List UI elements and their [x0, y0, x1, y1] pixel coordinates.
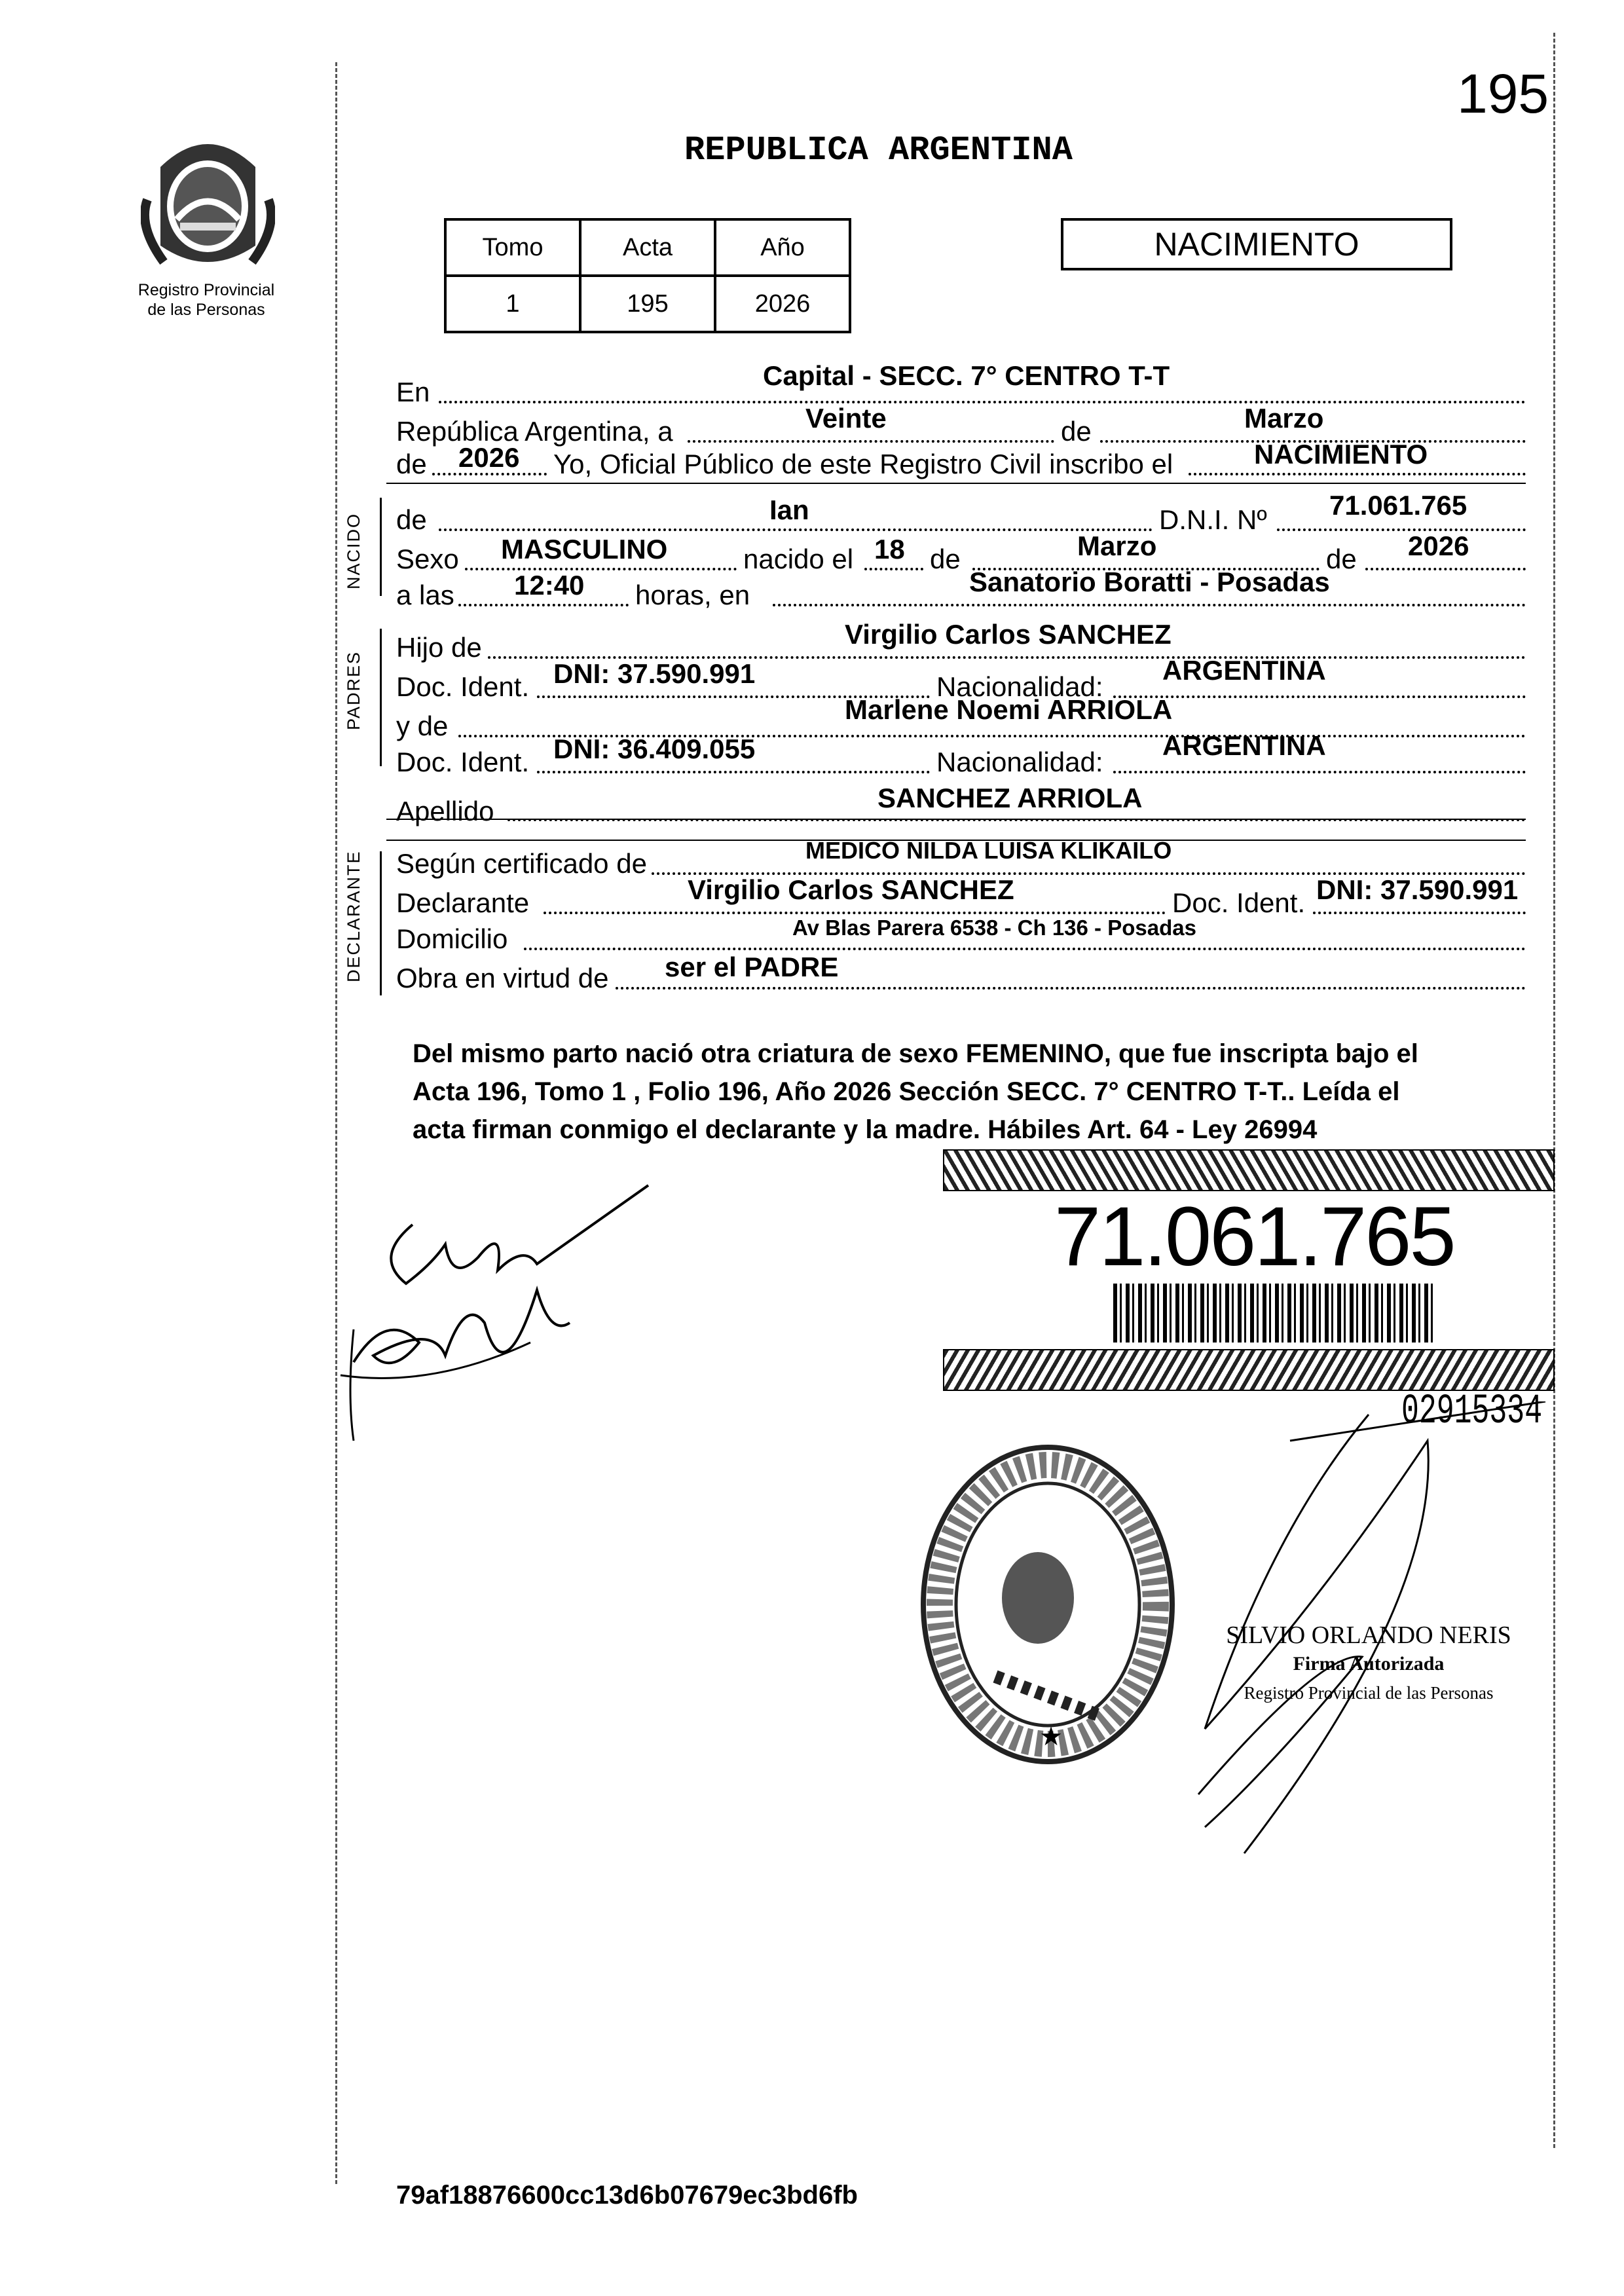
page-title: REPUBLICA ARGENTINA — [684, 131, 1073, 170]
inscribo-line — [1189, 473, 1526, 475]
side-label-nacido: NACIDO — [344, 512, 363, 589]
de5-label: de — [1326, 544, 1357, 574]
obra-label: Obra en virtud de — [396, 963, 609, 993]
segun-label: Según certificado de — [396, 848, 647, 879]
hora-line — [458, 604, 629, 606]
record-table-row — [445, 276, 850, 332]
authority-office: Registro Provincial de las Personas — [1244, 1683, 1494, 1703]
security-label — [943, 1149, 1552, 1392]
lugar-value: Sanatorio Boratti - Posadas — [969, 566, 1330, 597]
logo-caption — [118, 280, 295, 320]
dni-label: D.N.I. Nº — [1159, 504, 1267, 535]
de4-label: de — [930, 544, 961, 574]
nacido-label: nacido el — [743, 544, 854, 574]
notes-line-1: Del mismo parto nació otra criatura de sexo FEMENINO, que fue inscripta bajo el — [413, 1039, 1418, 1068]
nac-dia-value: 18 — [874, 534, 905, 565]
stamp-seal-icon — [917, 1441, 1179, 1768]
dia-line — [688, 440, 1054, 443]
table-cell-anio: 2026 — [715, 276, 850, 332]
nac2-label: Nacionalidad: — [936, 747, 1103, 777]
nac1-value: ARGENTINA — [1162, 655, 1326, 686]
table-header-acta: Acta — [580, 219, 715, 276]
nac2-line — [1113, 771, 1526, 773]
en-value: Capital - SECC. 7° CENTRO T-T — [763, 360, 1170, 391]
record-table-header — [445, 219, 850, 276]
nac-mes-value: Marzo — [1077, 530, 1157, 561]
page-number: 195 — [1457, 63, 1549, 124]
yde-label: y de — [396, 711, 449, 741]
doc3-label: Doc. Ident. — [1172, 887, 1306, 918]
logo-caption-line2: de las Personas — [147, 301, 265, 319]
province-seal-icon — [141, 121, 275, 278]
notes-line-2: Acta 196, Tomo 1 , Folio 196, Año 2026 Sección SECC. 7° CENTRO T-T.. Leída el — [413, 1077, 1400, 1106]
dni-line — [1277, 528, 1526, 531]
side-label-declarante: DECLARANTE — [344, 850, 363, 982]
en-line — [439, 401, 1526, 403]
nac-anio-line — [1365, 568, 1526, 570]
record-type-box: NACIMIENTO — [1061, 218, 1452, 270]
nac-anio-value: 2026 — [1408, 530, 1469, 561]
svg-text:★: ★ — [1039, 1722, 1063, 1751]
dia-value: Veinte — [805, 403, 887, 434]
obra-line — [616, 987, 1526, 990]
official-stamp — [917, 1441, 1179, 1768]
authority-block — [1198, 1621, 1539, 1707]
anio-value: 2026 — [458, 442, 520, 473]
table-header-tomo: Tomo — [445, 219, 580, 276]
nombre-value: Ian — [769, 494, 809, 525]
sexo-line — [465, 568, 737, 570]
doc3-line — [1313, 912, 1526, 914]
notes-paragraph — [413, 1035, 1418, 1149]
footer-hash: 79af18876600cc13d6b07679ec3bd6fb — [396, 2181, 858, 2210]
sexo-value: MASCULINO — [501, 534, 668, 565]
hora-value: 12:40 — [514, 570, 585, 601]
de3-label: de — [396, 504, 427, 535]
doc1-label: Doc. Ident. — [396, 671, 530, 702]
declarant-signatures — [334, 1179, 661, 1441]
madre-value: Marlene Noemi ARRIOLA — [845, 694, 1173, 725]
alas-label: a las — [396, 580, 454, 610]
left-margin-line — [335, 62, 337, 2184]
mes-value: Marzo — [1244, 403, 1324, 434]
apellido-value: SANCHEZ ARRIOLA — [877, 783, 1143, 813]
record-table — [444, 218, 851, 333]
segun-value: MEDICO NILDA LUISA KLIKAILO — [805, 837, 1172, 864]
horas-label: horas, en — [635, 580, 750, 610]
section-bracket-nacido — [380, 498, 382, 596]
doc2-label: Doc. Ident. — [396, 747, 530, 777]
nombre-line — [439, 528, 1153, 531]
notes-line-3: acta firman conmigo el declarante y la madre. Hábiles Art. 64 - Ley 26994 — [413, 1115, 1318, 1144]
doc3-value: DNI: 37.590.991 — [1316, 874, 1519, 905]
nac1-line — [1113, 695, 1526, 698]
nac-dia-line — [864, 568, 923, 570]
section-bracket-padres — [380, 629, 382, 766]
inscribo-value: NACIMIENTO — [1254, 439, 1428, 470]
dni-value: 71.061.765 — [1329, 490, 1467, 521]
nac2-value: ARGENTINA — [1162, 730, 1326, 761]
side-label-padres: PADRES — [344, 650, 363, 730]
signature-drawing — [334, 1179, 661, 1441]
separator-1 — [386, 483, 1526, 484]
declarante-line — [544, 912, 1166, 914]
authority-name: SILVIO ORLANDO NERIS — [1226, 1621, 1511, 1649]
security-band-top — [943, 1149, 1555, 1191]
obra-value: ser el PADRE — [665, 952, 839, 982]
doc1-value: DNI: 37.590.991 — [553, 658, 756, 689]
doc2-value: DNI: 36.409.055 — [553, 733, 756, 764]
barcode — [1113, 1284, 1434, 1342]
section-bracket-declarante — [380, 851, 382, 995]
padre-value: Virgilio Carlos SANCHEZ — [845, 619, 1172, 650]
de-label: de — [1061, 416, 1092, 447]
en-label: En — [396, 377, 430, 407]
apellido-label: Apellido — [396, 796, 494, 826]
sexo-label: Sexo — [396, 544, 459, 574]
table-header-anio: Año — [715, 219, 850, 276]
province-logo — [141, 121, 275, 278]
de2-label: de — [396, 449, 427, 479]
apellido-line — [507, 819, 1526, 821]
oficial-text: Yo, Oficial Público de este Registro Civil inscribo el — [553, 449, 1173, 479]
republica-label: República Argentina, a — [396, 416, 673, 447]
domicilio-value: Av Blas Parera 6538 - Ch 136 - Posadas — [792, 916, 1196, 940]
table-cell-tomo: 1 — [445, 276, 580, 332]
logo-caption-line1: Registro Provincial — [138, 281, 275, 299]
declarante-label: Declarante — [396, 887, 530, 918]
authority-role: Firma Autorizada — [1293, 1653, 1445, 1675]
nac1-label: Nacionalidad: — [936, 671, 1103, 702]
doc2-line — [537, 771, 930, 773]
security-number: 71.061.765 — [1054, 1190, 1454, 1284]
security-band-bottom — [943, 1349, 1555, 1391]
lugar-line — [773, 604, 1526, 606]
table-cell-acta: 195 — [580, 276, 715, 332]
domicilio-label: Domicilio — [396, 923, 508, 954]
declarante-value: Virgilio Carlos SANCHEZ — [688, 874, 1014, 905]
domicilio-line — [524, 948, 1526, 950]
hijo-label: Hijo de — [396, 632, 482, 663]
serial-number: 02915334 — [1401, 1388, 1543, 1435]
